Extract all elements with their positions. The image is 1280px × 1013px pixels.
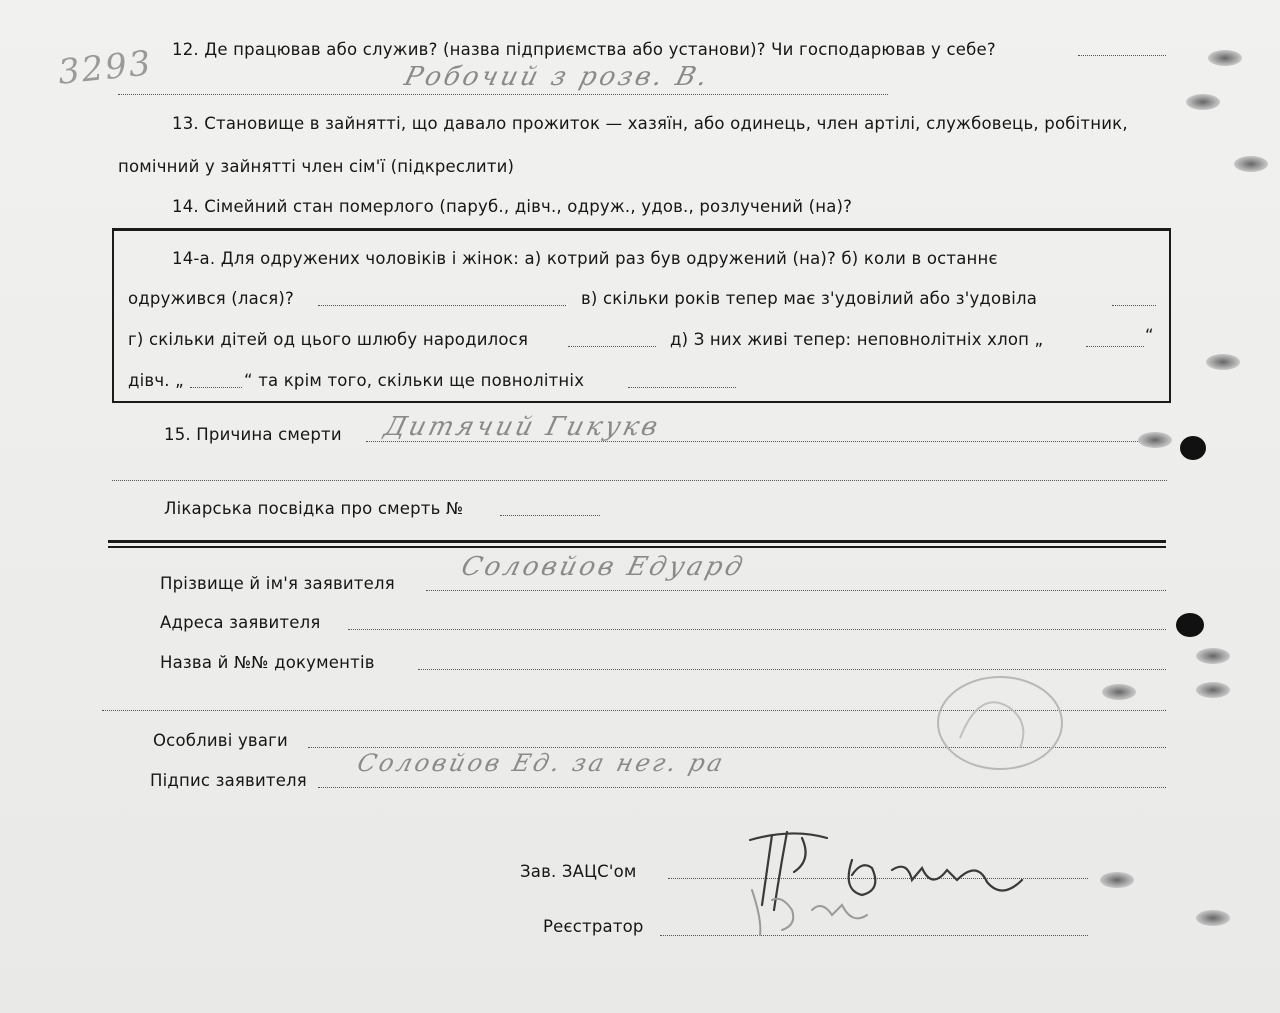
registrar-label: Реєстратор [543, 917, 644, 936]
punch-mark [1100, 872, 1134, 888]
applicant-signature-label: Підпис заявителя [150, 771, 307, 790]
q14a-line3b: д) З них живі тепер: неповнолітніх хлоп „ [670, 330, 1044, 349]
applicant-signature-line [318, 787, 1166, 788]
punch-mark [1102, 684, 1136, 700]
q14a-girls-line [190, 387, 242, 388]
applicant-docs-label: Назва й №№ документів [160, 653, 375, 672]
punch-mark [1186, 94, 1220, 110]
q14a-line3a: г) скільки дітей од цього шлюбу народилося [128, 330, 529, 349]
section-rule-top [108, 540, 1166, 543]
punch-mark [1138, 432, 1172, 448]
punch-mark [1208, 50, 1242, 66]
q14a-married-when-line [318, 305, 566, 306]
q14a-line1: 14-а. Для одружених чоловіків і жінок: а) котрий раз був одружений (на)? б) коли в останнє [172, 249, 998, 268]
q13-line1: 13. Становище в зайнятті, що давало прожиток — хазяїн, або одинець, член артілі, службовець, робітник, [172, 114, 1128, 133]
binding-hole [1180, 436, 1206, 460]
q14a-line3c: “ [1145, 326, 1154, 345]
punch-mark [1234, 156, 1268, 172]
applicant-address-label: Адреса заявителя [160, 613, 321, 632]
section-rule-bottom [108, 546, 1166, 548]
q15-label: 15. Причина смерти [164, 425, 342, 444]
q13-line2: помічний у зайнятті член сім'ї (підкреслити) [118, 157, 515, 176]
q12-label: 12. Де працював або служив? (назва підприємства або установи)? Чи господарював у себе? [172, 40, 996, 59]
registrar-signature [742, 880, 882, 940]
q12-handwritten: Робочий з розв. В. [401, 62, 714, 92]
applicant-signature-handwritten: Соловйов Ед. за нег. ра [354, 749, 729, 777]
applicant-address-line [348, 629, 1166, 630]
q14a-widowed-years-line [1112, 305, 1156, 306]
q14a-children-line [568, 346, 656, 347]
q14a-line2a: одружився (лася)? [128, 289, 294, 308]
margin-record-number: 3293 [56, 43, 155, 93]
q12-dots-end [1078, 55, 1166, 56]
applicant-name-label: Прізвище й ім'я заявителя [160, 574, 395, 593]
q14a-line4b: “ та крім того, скільки ще повнолітніх [244, 371, 585, 390]
medical-number-line [500, 515, 600, 516]
applicant-name-handwritten: Соловйов Едуард [458, 552, 749, 582]
q12-answer-line [118, 94, 888, 95]
faint-stamp-mark [930, 668, 1070, 778]
punch-mark [1196, 910, 1230, 926]
head-zags-label: Зав. ЗАЦС'ом [520, 862, 637, 881]
punch-mark [1196, 682, 1230, 698]
binding-hole [1176, 613, 1204, 637]
applicant-name-line [426, 590, 1166, 591]
q14a-line4a: дівч. „ [128, 371, 184, 390]
q15-handwritten: Дитячий Гикукв [381, 412, 664, 442]
q14-label: 14. Сімейний стан померлого (паруб., дівч., одруж., удов., розлучений (на)? [172, 197, 853, 216]
q14a-adults-line [628, 387, 736, 388]
notes-label: Особливі уваги [153, 731, 288, 750]
q14a-boys-line [1086, 346, 1144, 347]
punch-mark [1206, 354, 1240, 370]
q14a-line2b: в) скільки років тепер має з'удовілий або з'удовіла [581, 289, 1038, 308]
q15-second-line [112, 480, 1167, 481]
punch-mark [1196, 648, 1230, 664]
medical-label: Лікарська посвідка про смерть № [164, 499, 464, 518]
